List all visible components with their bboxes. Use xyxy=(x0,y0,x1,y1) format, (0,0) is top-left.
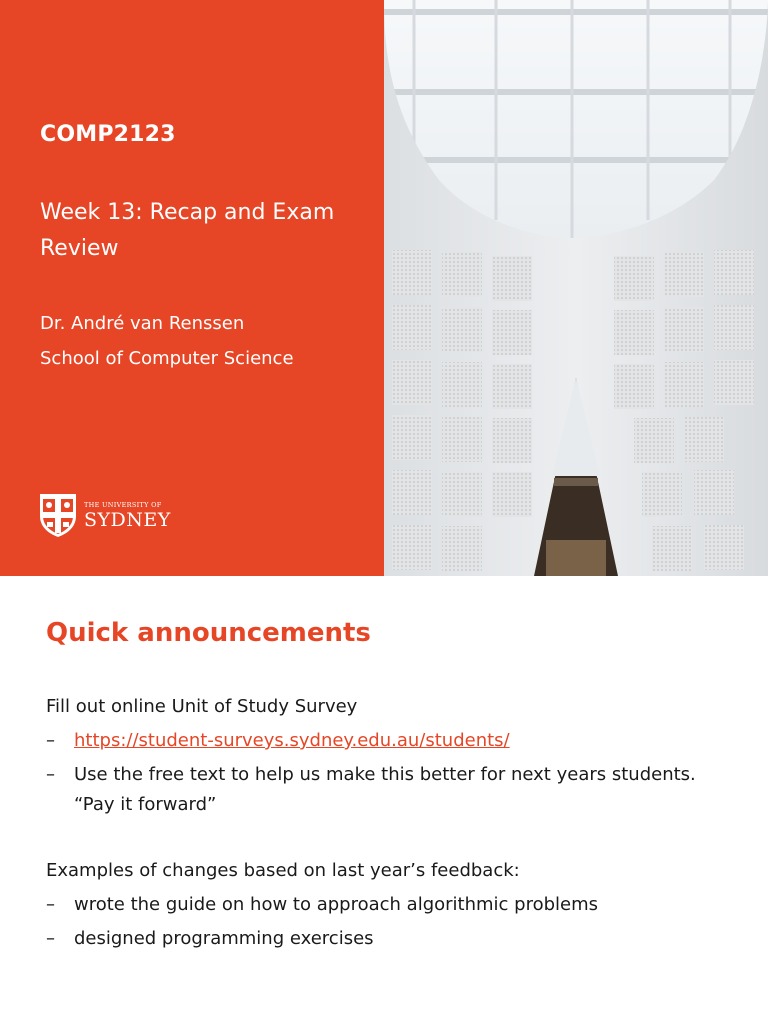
list-item xyxy=(46,890,714,920)
bullet-dash: – xyxy=(46,764,55,785)
list-item xyxy=(46,924,714,954)
changes-intro: Examples of changes based on last year’s feedback: xyxy=(46,860,520,881)
bullet-dash: – xyxy=(46,894,55,915)
bullet-dash: – xyxy=(46,928,55,949)
survey-note: Use the free text to help us make this better for next years students. “Pay it forward” xyxy=(74,764,696,815)
announcements-heading: Quick announcements xyxy=(46,618,371,648)
bullet-dash: – xyxy=(46,730,55,751)
survey-intro: Fill out online Unit of Study Survey xyxy=(46,696,358,717)
change-item: designed programming exercises xyxy=(74,928,374,949)
crest-icon xyxy=(38,494,78,538)
school-name: School of Computer Science xyxy=(40,348,294,369)
announcements-slide xyxy=(0,576,768,1024)
change-item: wrote the guide on how to approach algorithmic problems xyxy=(74,894,599,915)
atrium-image xyxy=(384,0,768,576)
list-item xyxy=(46,760,714,820)
title-panel xyxy=(0,0,384,576)
course-code: COMP2123 xyxy=(40,122,176,147)
presenter-name: Dr. André van Renssen xyxy=(40,313,245,334)
university-logo xyxy=(38,494,171,538)
survey-link[interactable]: https://student-surveys.sydney.edu.au/students/ xyxy=(74,730,510,751)
logo-line-2: SYDNEY xyxy=(84,508,171,531)
logo-line-1: THE UNIVERSITY OF xyxy=(84,501,162,510)
architecture-photo xyxy=(384,0,768,576)
list-item xyxy=(46,726,714,756)
lecture-title: Week 13: Recap and Exam Review xyxy=(40,200,335,261)
